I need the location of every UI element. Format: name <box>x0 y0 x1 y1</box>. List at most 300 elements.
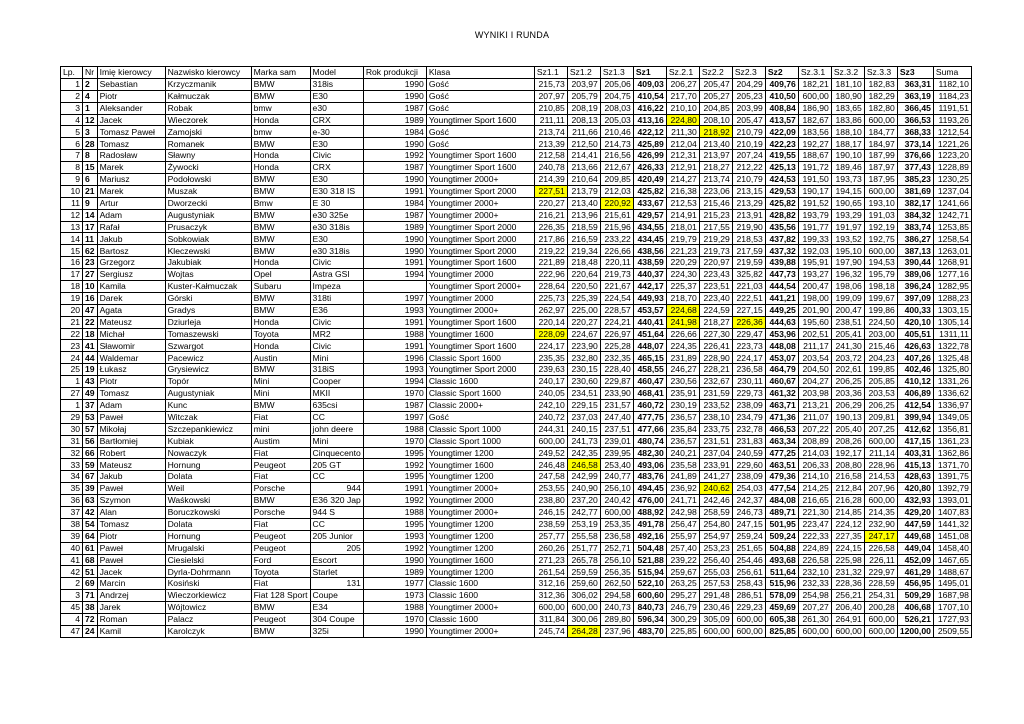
table-cell: 1356,81 <box>933 423 971 435</box>
table-cell: 218,27 <box>699 162 732 174</box>
table-cell: 2 <box>83 78 98 90</box>
table-cell: Youngtimer 2000 <box>426 292 534 304</box>
table-cell: 224,12 <box>831 518 864 530</box>
table-cell: 240,15 <box>567 423 600 435</box>
table-cell: 206,33 <box>798 459 831 471</box>
table-cell: 226,58 <box>864 542 897 554</box>
table-cell: 412,62 <box>897 423 933 435</box>
table-cell: Waśkowski <box>165 495 251 507</box>
table-cell: 23 <box>61 340 83 352</box>
table-cell: 424,53 <box>765 174 798 186</box>
table-cell: 1989 <box>363 114 426 126</box>
table-cell: 1242,71 <box>933 209 971 221</box>
table-cell: 241,98 <box>666 316 699 328</box>
table-cell: 10 <box>61 185 83 197</box>
table-cell: Gość <box>426 126 534 138</box>
table-cell: Dolata <box>165 471 251 483</box>
table-cell: 390,44 <box>897 257 933 269</box>
table-cell: Tomasz Paweł <box>97 126 165 138</box>
table-cell: 6 <box>61 138 83 150</box>
column-header: Marka sam <box>251 67 310 79</box>
table-cell: 1970 <box>363 613 426 625</box>
table-cell: BMW <box>251 209 310 221</box>
table-cell: 256,61 <box>732 566 765 578</box>
table-cell: 226,66 <box>600 245 633 257</box>
table-cell: 416,22 <box>633 102 666 114</box>
table-cell: Classic 2000+ <box>426 399 534 411</box>
column-header: Sz1.3 <box>600 67 633 79</box>
table-cell: 480,74 <box>633 435 666 447</box>
table-cell: 208,80 <box>831 459 864 471</box>
table-cell: 199,09 <box>831 292 864 304</box>
table-cell: 195,60 <box>798 316 831 328</box>
table-cell: 196,32 <box>831 269 864 281</box>
table-cell: 244,31 <box>534 423 567 435</box>
table-cell: 1268,91 <box>933 257 971 269</box>
table-cell: 422,09 <box>765 126 798 138</box>
table-cell: Adam <box>97 399 165 411</box>
table-cell: 1193,26 <box>933 114 971 126</box>
table-cell: 207,24 <box>732 150 765 162</box>
table-cell: Civic <box>310 257 363 269</box>
table-cell: 214,10 <box>798 471 831 483</box>
table-row <box>61 376 972 388</box>
table-cell: 233,91 <box>699 459 732 471</box>
table-cell: 184,77 <box>864 126 897 138</box>
table-cell: 242,99 <box>567 471 600 483</box>
table-cell: 1997 <box>363 411 426 423</box>
table-cell: 241,30 <box>831 340 864 352</box>
table-row <box>61 150 972 162</box>
table-cell: 635csi <box>310 399 363 411</box>
table-cell: 214,91 <box>666 209 699 221</box>
table-cell: 210,19 <box>732 138 765 150</box>
table-cell: 214,39 <box>534 174 567 186</box>
table-cell: MR2 <box>310 328 363 340</box>
table-cell: 42 <box>83 506 98 518</box>
table-cell: 239,01 <box>600 435 633 447</box>
table-cell: 366,45 <box>897 102 933 114</box>
table-cell: 1990 <box>363 245 426 257</box>
table-cell: Honda <box>251 114 310 126</box>
table-cell: 522,10 <box>633 578 666 590</box>
table-cell: Classic 1600 <box>426 578 534 590</box>
column-header: Nr <box>83 67 98 79</box>
table-cell: 1996 <box>363 352 426 364</box>
table-cell: 600,00 <box>600 506 633 518</box>
table-cell: 600,00 <box>567 602 600 614</box>
table-cell: 24 <box>83 625 98 637</box>
table-cell: Honda <box>251 316 310 328</box>
table-cell: 216,21 <box>534 209 567 221</box>
table-cell: 224,17 <box>732 352 765 364</box>
table-cell: 49 <box>83 388 98 400</box>
table-cell: 27 <box>61 388 83 400</box>
table-cell: Porsche <box>251 506 310 518</box>
table-cell: 36 <box>61 495 83 507</box>
table-cell: 219,73 <box>699 245 732 257</box>
table-cell: 1488,67 <box>933 566 971 578</box>
table-cell: 17 <box>61 269 83 281</box>
table-cell: 256,35 <box>600 566 633 578</box>
table-cell: Topór <box>165 376 251 388</box>
table-cell: Youngtimer Sport 1600 <box>426 114 534 126</box>
table-cell: 1994 <box>363 376 426 388</box>
table-cell: 422,12 <box>633 126 666 138</box>
table-cell: Youngtimer Sport 2000+ <box>426 281 534 293</box>
table-cell: 1991 <box>363 185 426 197</box>
table-cell: Kunc <box>165 399 251 411</box>
table-cell: 238,59 <box>534 518 567 530</box>
table-cell: 198,18 <box>864 281 897 293</box>
table-cell: Zamojski <box>165 126 251 138</box>
table-cell: 182,29 <box>864 90 897 102</box>
table-cell: 238,80 <box>534 495 567 507</box>
table-cell: 1495,01 <box>933 578 971 590</box>
table-cell: 191,03 <box>864 209 897 221</box>
table-cell: 213,96 <box>567 209 600 221</box>
table-cell: Grzegorz <box>97 257 165 269</box>
table-cell: Łukasz <box>97 364 165 376</box>
table-row <box>61 411 972 423</box>
table-cell: 435,56 <box>765 221 798 233</box>
table-cell: 211,07 <box>798 411 831 423</box>
table-cell: 212,53 <box>666 197 699 209</box>
table-cell: Kałmuczak <box>165 90 251 102</box>
table-cell: 242,37 <box>732 495 765 507</box>
table-cell: 205,85 <box>864 376 897 388</box>
table-cell: 229,15 <box>567 399 600 411</box>
table-cell: 226,36 <box>732 316 765 328</box>
table-cell: CRX <box>310 162 363 174</box>
table-cell: 229,73 <box>732 388 765 400</box>
table-cell: 219,29 <box>699 233 732 245</box>
table-cell: 944 S <box>310 506 363 518</box>
table-row <box>61 245 972 257</box>
table-cell: Civic <box>310 150 363 162</box>
table-cell: 203,98 <box>798 388 831 400</box>
table-cell: Mateusz <box>97 316 165 328</box>
table-cell: 600,00 <box>864 435 897 447</box>
table-row <box>61 542 972 554</box>
table-row <box>61 530 972 542</box>
table-cell: Szymon <box>97 495 165 507</box>
table-cell: 238,09 <box>732 471 765 483</box>
table-cell: 9 <box>61 174 83 186</box>
table-cell: 600,00 <box>798 625 831 637</box>
table-cell: Gradys <box>165 304 251 316</box>
table-cell: 1988 <box>363 423 426 435</box>
table-cell: 224,30 <box>666 269 699 281</box>
table-cell: 417,15 <box>897 435 933 447</box>
table-cell: 241,89 <box>666 471 699 483</box>
table-cell: Peugeot <box>251 530 310 542</box>
table-cell: 210,64 <box>567 174 600 186</box>
table-cell: Witczak <box>165 411 251 423</box>
table-cell: Paweł <box>97 542 165 554</box>
table-cell: 463,34 <box>765 435 798 447</box>
table-cell: 240,59 <box>732 447 765 459</box>
table-cell: 234,51 <box>567 388 600 400</box>
table-cell: 195,10 <box>831 245 864 257</box>
table-row <box>61 197 972 209</box>
table-cell: 218,92 <box>699 126 732 138</box>
table-cell: Youngtimer 2000+ <box>426 602 534 614</box>
table-cell: Żywocki <box>165 162 251 174</box>
table-cell: Youngtimer 2000+ <box>426 197 534 209</box>
table-cell: Paweł <box>97 554 165 566</box>
table-cell: 437,32 <box>765 245 798 257</box>
table-cell: 409,76 <box>765 78 798 90</box>
table-cell: 225,73 <box>534 292 567 304</box>
table-cell: Dyrla-Dohrmann <box>165 566 251 578</box>
table-cell: e30 318is <box>310 245 363 257</box>
table-cell: 526,21 <box>897 613 933 625</box>
table-cell: 368,33 <box>897 126 933 138</box>
table-cell: 211,11 <box>534 114 567 126</box>
table-cell: 205,06 <box>600 78 633 90</box>
table-cell: 1977 <box>363 578 426 590</box>
table-cell: 246,15 <box>534 506 567 518</box>
table-cell: 477,75 <box>633 411 666 423</box>
table-cell: Classic Sport 1000 <box>426 435 534 447</box>
table-cell: 19 <box>83 364 98 376</box>
table-cell: Marek <box>97 185 165 197</box>
table-cell: 1311,11 <box>933 328 971 340</box>
table-cell: 1707,10 <box>933 602 971 614</box>
table-cell: 191,50 <box>798 174 831 186</box>
table-cell: Classic Sport 1600 <box>426 388 534 400</box>
column-header: Sz.3.3 <box>864 67 897 79</box>
table-cell: 493,06 <box>633 459 666 471</box>
table-cell: 5 <box>61 126 83 138</box>
table-cell: 215,96 <box>600 221 633 233</box>
table-cell: Hornung <box>165 459 251 471</box>
table-cell: Prusaczyk <box>165 221 251 233</box>
table-cell: CC <box>310 411 363 423</box>
table-cell: CC <box>310 471 363 483</box>
table-cell: Youngtimer 1600 <box>426 328 534 340</box>
table-cell: 190,65 <box>831 197 864 209</box>
table-cell: 1305,14 <box>933 316 971 328</box>
table-cell: 224,68 <box>666 304 699 316</box>
table-cell: 203,99 <box>732 102 765 114</box>
table-cell: 189,46 <box>831 162 864 174</box>
table-cell: 1995 <box>363 518 426 530</box>
table-cell: BMW <box>251 304 310 316</box>
table-cell: Fiat <box>251 411 310 423</box>
table-cell: 204,23 <box>864 352 897 364</box>
table-cell: Nowaczyk <box>165 447 251 459</box>
table-cell: Fiat 128 Sport <box>251 590 310 602</box>
table-cell: 426,63 <box>897 340 933 352</box>
table-cell: 255,97 <box>666 530 699 542</box>
table-cell: 72 <box>83 613 98 625</box>
table-cell: 230,46 <box>699 602 732 614</box>
table-cell: 429,53 <box>765 185 798 197</box>
table-cell: 229,60 <box>732 459 765 471</box>
table-cell: 200,28 <box>864 602 897 614</box>
table-cell: 38 <box>83 602 98 614</box>
table-cell: 227,51 <box>534 185 567 197</box>
table-cell: 181,10 <box>831 78 864 90</box>
table-cell: 198,00 <box>798 292 831 304</box>
table-cell: 449,04 <box>897 542 933 554</box>
table-cell: 2 <box>61 578 83 590</box>
table-cell: 311,84 <box>534 613 567 625</box>
results-table <box>60 66 972 638</box>
table-cell: 453,07 <box>765 352 798 364</box>
table-cell: 228,09 <box>534 328 567 340</box>
table-cell: Youngtimer Sport 2000 <box>426 221 534 233</box>
table-cell: 224,89 <box>798 542 831 554</box>
table-cell: 409,03 <box>633 78 666 90</box>
table-cell: 1221,26 <box>933 138 971 150</box>
table-row <box>61 102 972 114</box>
table-cell: 230,15 <box>567 364 600 376</box>
table-cell: E30 <box>310 233 363 245</box>
table-cell: 236,58 <box>600 530 633 542</box>
table-cell: 460,47 <box>633 376 666 388</box>
table-cell: 312,36 <box>534 590 567 602</box>
table-cell: 219,34 <box>567 245 600 257</box>
table-cell: 1451,08 <box>933 530 971 542</box>
table-cell: 193,79 <box>798 209 831 221</box>
table-cell: 56 <box>83 435 98 447</box>
table-cell: 214,73 <box>600 138 633 150</box>
table-cell: 4 <box>61 613 83 625</box>
table-cell: 214,85 <box>831 506 864 518</box>
table-cell: Waldemar <box>97 352 165 364</box>
table-cell: 228,90 <box>699 352 732 364</box>
table-cell: 215,73 <box>534 78 567 90</box>
table-cell: 226,35 <box>534 221 567 233</box>
table-row <box>61 554 972 566</box>
table-cell: 325i <box>310 625 363 637</box>
table-cell: 242,46 <box>699 495 732 507</box>
table-cell: 488,92 <box>633 506 666 518</box>
table-cell: 219,90 <box>732 221 765 233</box>
table-row <box>61 257 972 269</box>
table-cell: 212,91 <box>666 162 699 174</box>
table-cell: 235,35 <box>534 352 567 364</box>
table-cell: 410,50 <box>765 90 798 102</box>
table-cell: Robak <box>165 102 251 114</box>
table-cell: BMW <box>251 233 310 245</box>
table-cell: 33 <box>61 459 83 471</box>
column-header: Sz1.1 <box>534 67 567 79</box>
table-cell: 1990 <box>363 138 426 150</box>
table-cell: 1991 <box>363 483 426 495</box>
table-cell: e30 325e <box>310 209 363 221</box>
table-cell: 440,37 <box>633 269 666 281</box>
table-cell: 217,55 <box>699 221 732 233</box>
table-cell: 200,47 <box>831 304 864 316</box>
table-row <box>61 292 972 304</box>
table-cell: 258,59 <box>699 506 732 518</box>
table-cell: E30 318 IS <box>310 185 363 197</box>
table-cell: 21 <box>61 316 83 328</box>
table-cell: 218,27 <box>699 316 732 328</box>
table-cell: 246,48 <box>534 459 567 471</box>
table-cell: 484,08 <box>765 495 798 507</box>
table-cell: 256,10 <box>600 483 633 495</box>
table-cell: 66 <box>83 447 98 459</box>
table-row <box>61 340 972 352</box>
table-cell: 434,55 <box>633 221 666 233</box>
table-cell: 385,23 <box>897 174 933 186</box>
table-cell: 600,00 <box>534 435 567 447</box>
table-cell: 220,14 <box>534 316 567 328</box>
table-cell: 456,95 <box>897 578 933 590</box>
table-cell: 600,00 <box>864 613 897 625</box>
table-cell: 439,88 <box>765 257 798 269</box>
table-cell: E36 320 Jap <box>310 495 363 507</box>
table-cell: 207,97 <box>534 90 567 102</box>
table-cell: 246,73 <box>732 506 765 518</box>
table-cell: 223,90 <box>567 340 600 352</box>
table-cell: Jarek <box>97 602 165 614</box>
table-cell: bmw <box>251 126 310 138</box>
table-cell: Pacewicz <box>165 352 251 364</box>
table-cell: 600,00 <box>864 114 897 126</box>
table-cell: 232,90 <box>864 518 897 530</box>
table-cell: 193,52 <box>831 233 864 245</box>
table-cell: 218,01 <box>666 221 699 233</box>
table-cell: Piotr <box>97 90 165 102</box>
table-cell: 51 <box>83 566 98 578</box>
table-cell: Youngtimer 1200 <box>426 471 534 483</box>
table-cell: 194,15 <box>831 185 864 197</box>
table-cell: 182,83 <box>864 78 897 90</box>
table-row <box>61 328 972 340</box>
table-cell: 223,73 <box>732 340 765 352</box>
table-cell: Wieczorek <box>165 114 251 126</box>
table-cell: 387,13 <box>897 245 933 257</box>
table-cell: 224,80 <box>666 114 699 126</box>
table-cell: Muszak <box>165 185 251 197</box>
table-cell: 187,95 <box>864 174 897 186</box>
table-cell: 605,38 <box>765 613 798 625</box>
table-cell: 482,30 <box>633 447 666 459</box>
column-header: Suma <box>933 67 971 79</box>
table-cell: 381,69 <box>897 185 933 197</box>
table-cell: 191,77 <box>798 221 831 233</box>
table-cell: CC <box>310 518 363 530</box>
table-cell: 212,31 <box>666 150 699 162</box>
table-cell: 413,16 <box>633 114 666 126</box>
table-cell: 1984 <box>363 126 426 138</box>
table-cell: 406,68 <box>897 602 933 614</box>
table-cell: 249,52 <box>534 447 567 459</box>
table-cell: BMW <box>251 495 310 507</box>
table-cell: 214,25 <box>798 483 831 495</box>
table-cell: 318ti <box>310 292 363 304</box>
table-cell: 187,97 <box>864 162 897 174</box>
table-cell: 230,56 <box>666 376 699 388</box>
column-header: Sz2 <box>765 67 798 79</box>
table-row <box>61 269 972 281</box>
table-cell: Starlet <box>310 566 363 578</box>
table-cell: 212,84 <box>831 483 864 495</box>
table-cell: Michał <box>97 328 165 340</box>
table-cell: Sobkowiak <box>165 233 251 245</box>
table-cell: 16 <box>61 257 83 269</box>
table-cell: BMW <box>251 221 310 233</box>
table-row <box>61 495 972 507</box>
table-cell: 229,97 <box>864 566 897 578</box>
table-cell: 1331,26 <box>933 376 971 388</box>
